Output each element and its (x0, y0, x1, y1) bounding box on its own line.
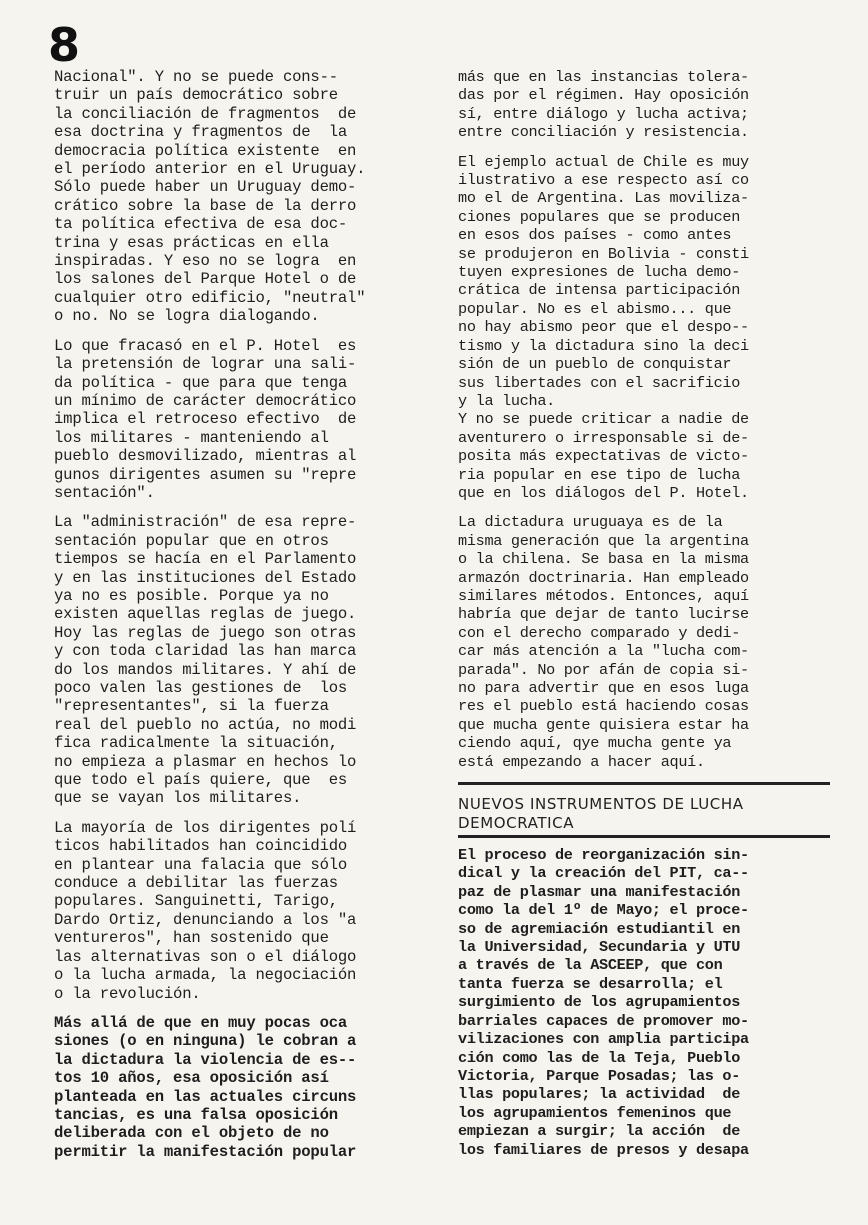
bold-paragraph: El proceso de reorganización sin- dical y la creación del PIT, ca-- paz de plasmar una manifestación como la del 1º de Mayo; el proce- so de agremiación estudiantil en la Universidad, Secundaria y UTU a través de la ASCEEP, que con tanta fuerza se desarrolla; el surgimiento de los agrupamientos barriales capaces de promover mo- vilizaciones con amplia participa ción como las de la Teja, Pueblo Victoria, Parque Posadas; las o- llas populares; la actividad de los agrupamientos femeninos que empiezan a surgir; la acción de los familiares de presos y desapa (458, 846, 749, 1159)
section-rule-top (458, 782, 830, 785)
paragraph: El ejemplo actual de Chile es muy ilustrativo a ese respecto así co mo el de Argentina. Las moviliza- ciones populares que se producen en esos dos países - como antes se produjeron en Bolivia - consti tuyen expresiones de lucha demo- crática de intensa participación popular. No es el abismo... que no hay abismo peor que el despo-- tismo y la dictadura sino la deci sión de un pueblo de conquistar sus libertades con el sacrificio y la lucha. Y no se puede criticar a nadie de aventurero o irresponsable si de- posita más expectativas de victo- ria popular en ese tipo de lucha que en los diálogos del P. Hotel. (458, 152, 749, 502)
page-number: 8 (48, 18, 81, 72)
paragraph: Lo que fracasó en el P. Hotel es la pretensión de lograr una sali- da política - que para que tenga un mínimo de carácter democrático implica el retroceso efectivo de los militares - manteniendo al pueblo desmovilizado, mientras al gunos dirigentes asumen su "repre sentación". (54, 336, 357, 502)
paragraph: Nacional". Y no se puede cons-- truir un país democrático sobre la conciliación de fragmentos de esa doctrina y fragmentos de la democracia política existente en el período anterior en el Uruguay. Sólo puede haber un Uruguay demo- crático sobre la base de la derro ta política efectiva de esa doc- trina y esas prácticas en ella inspiradas. Y eso no se logra en los salones del Parque Hotel o de cualquier otro edificio, "neutral" o no. No se logra dialogando. (54, 68, 366, 326)
paragraph: La mayoría de los dirigentes polí ticos habilitados han coincidido en plantear una falacia que sólo conduce a debilitar las fuerzas populares. Sanguinetti, Tarigo, Dardo Ortiz, denunciando a los "a ventureros", han sostenido que las alternativas son o el diálogo o la lucha armada, la negociación o la revolución. (54, 818, 357, 1003)
left-column (54, 68, 432, 1172)
paragraph: más que en las instancias tolera- das por el régimen. Hay oposición sí, entre diálogo y lucha activa; entre conciliación y resistencia. (458, 68, 749, 142)
section-heading: NUEVOS INSTRUMENTOS DE LUCHA DEMOCRATICA (458, 795, 744, 833)
paragraph: La "administración" de esa repre- sentación popular que en otros tiempos se hacía en el Parlamento y en las instituciones del Estado ya no es posible. Porque ya no existen aquellas reglas de juego. Hoy las reglas de juego son otras y con toda claridad las han marca do los mandos militares. Y ahí de poco valen las gestiones de los "representantes", si la fuerza real del pueblo no actúa, no modi fica radicalmente la situación, no empieza a plasmar en hechos lo que todo el país quiere, que es que se vayan los militares. (54, 513, 357, 808)
section-rule-bottom (458, 835, 830, 838)
paragraph: La dictadura uruguaya es de la misma generación que la argentina o la chilena. Se basa en la misma armazón doctrinaria. Han empleado similares métodos. Entonces, aquí habría que dejar de tanto lucirse con el derecho comparado y dedi- car más atención a la "lucha com- parada". No por afán de copia si- no para advertir que en esos luga res el pueblo está haciendo cosas que mucha gente quisiera estar ha ciendo aquí, qye mucha gente ya está empezando a hacer aquí. (458, 513, 749, 771)
right-column (458, 68, 830, 1170)
bold-paragraph: Más allá de que en muy pocas oca siones (o en ninguna) le cobran a la dictadura la violencia de es-- tos 10 años, esa oposición así planteada en las actuales circuns tancias, es una falsa oposición deliberada con el objeto de no permitir la manifestación popular (54, 1013, 357, 1161)
